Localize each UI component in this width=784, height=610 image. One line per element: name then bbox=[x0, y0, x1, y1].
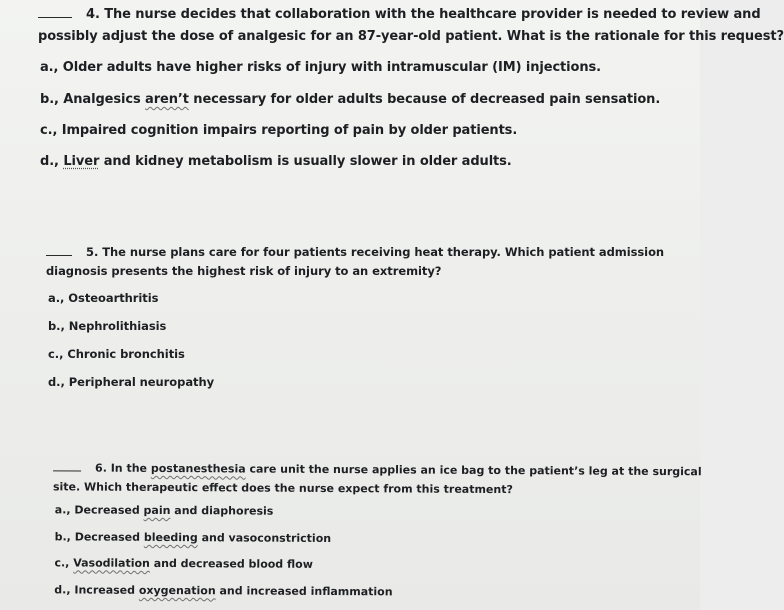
question-stem-text: 4. The nurse decides that collaboration with the healthcare provider is needed to review and bbox=[86, 7, 761, 22]
answer-option-a bbox=[55, 503, 274, 517]
grammar-marked-word: Liver bbox=[63, 154, 100, 169]
answer-option-d bbox=[40, 154, 512, 169]
option-text: a., Decreased bbox=[54, 503, 144, 517]
spelling-marked-word: bleeding bbox=[143, 530, 198, 545]
answer-blank bbox=[46, 254, 72, 256]
option-text: b., Analgesics bbox=[40, 92, 146, 107]
spelling-marked-word: pain bbox=[143, 503, 171, 518]
option-text: necessary for older adults because of decreased pain sensation. bbox=[188, 92, 661, 107]
answer-option-a: a., Older adults have higher risks of injury with intramuscular (IM) injections. bbox=[40, 60, 601, 75]
spelling-marked-word: aren’t bbox=[145, 92, 189, 107]
answer-option-c: c., Chronic bronchitis bbox=[48, 347, 185, 361]
question-stem-line bbox=[53, 461, 702, 478]
answer-option-d bbox=[54, 583, 392, 598]
spelling-marked-word: Vasodilation bbox=[73, 556, 150, 570]
option-text: b., Decreased bbox=[54, 530, 144, 544]
option-text: and decreased blood flow bbox=[149, 556, 313, 571]
option-text: d., Increased bbox=[54, 583, 139, 597]
answer-option-c bbox=[54, 556, 312, 571]
option-text: d., bbox=[40, 154, 64, 169]
question-stem-line bbox=[46, 245, 664, 259]
answer-option-d: d., Peripheral neuropathy bbox=[48, 375, 215, 389]
answer-blank bbox=[38, 16, 72, 18]
option-text: and diaphoresis bbox=[170, 504, 274, 518]
answer-option-b bbox=[55, 530, 332, 545]
option-text: and increased inflammation bbox=[215, 584, 393, 599]
question-stem-line: possibly adjust the dose of analgesic for an 87-year-old patient. What is the rationale for this request? bbox=[38, 29, 784, 44]
answer-option-b: b., Nephrolithiasis bbox=[48, 319, 167, 333]
answer-option-a: a., Osteoarthritis bbox=[48, 291, 159, 305]
answer-blank bbox=[53, 469, 81, 471]
question-stem-line bbox=[38, 7, 761, 22]
answer-option-c: c., Impaired cognition impairs reporting of pain by older patients. bbox=[40, 123, 518, 138]
spelling-marked-word: postanesthesia bbox=[150, 461, 246, 476]
option-text: and kidney metabolism is usually slower in older adults. bbox=[99, 154, 512, 169]
spelling-marked-word: oxygenation bbox=[138, 583, 216, 598]
option-text: c., bbox=[54, 556, 74, 570]
question-stem-text: care unit the nurse applies an ice bag to the patient’s leg at the surgical bbox=[245, 462, 702, 479]
answer-option-b bbox=[40, 92, 660, 107]
option-text: and vasoconstriction bbox=[197, 531, 332, 546]
question-stem-text: 6. In the bbox=[95, 461, 151, 475]
question-stem-line: diagnosis presents the highest risk of injury to an extremity? bbox=[46, 264, 442, 278]
question-stem-line: site. Which therapeutic effect does the nurse expect from this treatment? bbox=[52, 480, 513, 497]
question-stem-text: 5. The nurse plans care for four patients receiving heat therapy. Which patient admission bbox=[86, 245, 665, 259]
